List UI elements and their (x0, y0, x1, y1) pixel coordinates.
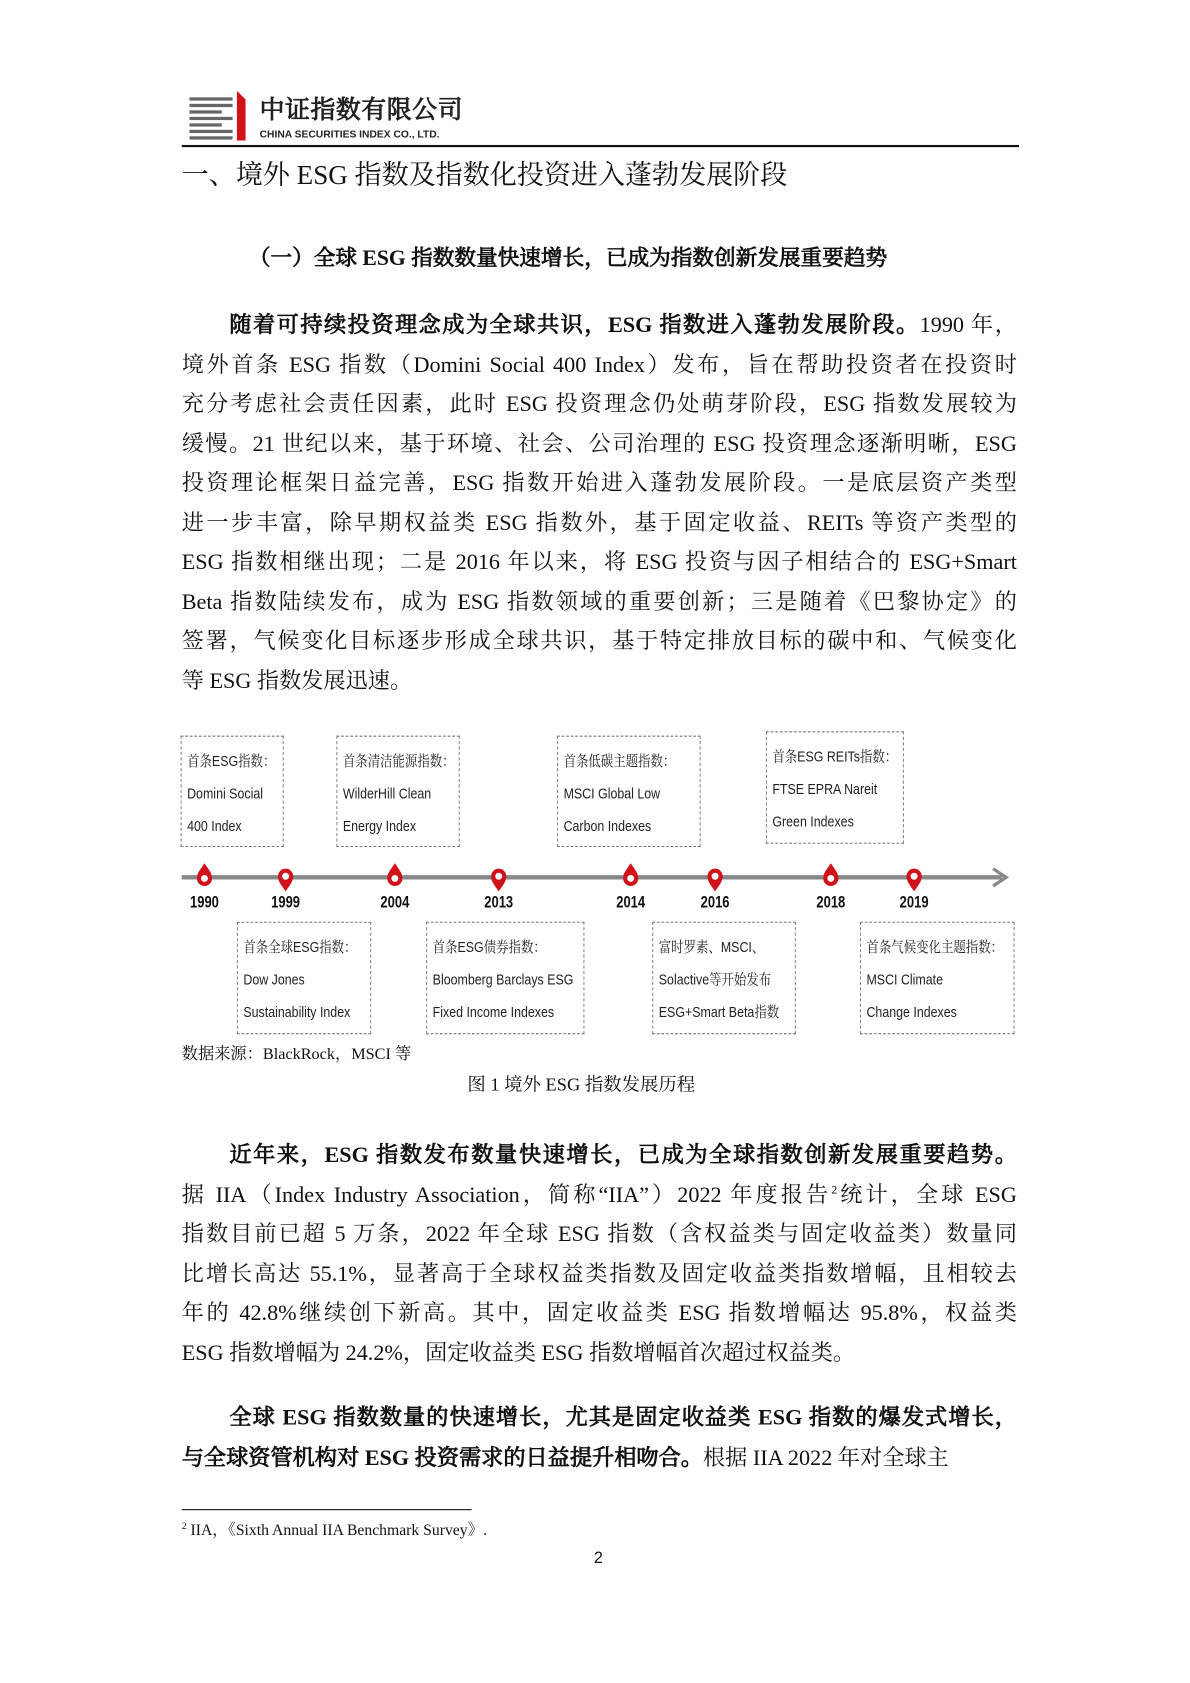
text-run: ESG 指数增幅为 24.2%，固定收益类 ESG 指数增幅首次超过权益类。 (181, 1340, 856, 1365)
timeline-marker-icon (387, 863, 402, 886)
event-index-name: Energy Index (342, 817, 417, 835)
text-run: 指数目前已超 5 万条，2022 年全球 ESG 指数（含权益类与固定收益类）数量同 (181, 1222, 1017, 1247)
paragraph-line (182, 470, 1017, 498)
paragraph-line (229, 1141, 1017, 1169)
timeline-marker-icon (623, 863, 638, 886)
event-index-name: 400 Index (187, 817, 242, 835)
event-heading: 首条ESG REITs指数： (772, 748, 898, 765)
paragraph-line (182, 351, 1017, 379)
paragraph-line (182, 667, 1017, 695)
event-index-name: Fixed Income Indexes (432, 1003, 555, 1021)
paragraph-line (182, 430, 1017, 458)
event-index-name: ESG+Smart Beta指数 (658, 1003, 780, 1021)
event-index-name: Change Indexes (866, 1003, 957, 1021)
event-heading: 首条清洁能源指数： (342, 752, 455, 770)
timeline-year: 2019 (899, 893, 929, 912)
timeline-marker-icon (823, 863, 838, 886)
timeline-event-box (336, 736, 459, 847)
paragraph-line (182, 588, 1017, 616)
event-index-name: Dow Jones (243, 971, 305, 988)
footnote-mark: 2 (181, 1520, 187, 1531)
timeline-event-box (860, 922, 1014, 1035)
timeline-event-box (557, 736, 700, 847)
event-index-name: Carbon Indexes (563, 817, 652, 835)
event-index-name: Domini Social (187, 785, 263, 802)
event-heading: 首条ESG指数： (187, 752, 276, 770)
bold-lead-text: 随着可持续投资理念成为全球共识，ESG 指数进入蓬勃发展阶段。 (229, 313, 920, 338)
text-run: 根据 IIA 2022 年对全球主 (702, 1445, 949, 1470)
timeline-axis (0, 855, 1190, 898)
timeline-event-box (237, 922, 371, 1035)
event-index-name: Sustainability Index (243, 1003, 351, 1021)
event-heading: 首条ESG债券指数： (432, 939, 546, 956)
timeline-year: 1990 (190, 893, 219, 912)
timeline-event-box (652, 922, 795, 1035)
text-run: 境外首条 ESG 指数（Domini Social 400 Index）发布，旨在帮助投资者在投资时 (181, 353, 1017, 378)
paragraph-line (229, 312, 1017, 340)
timeline-marker-icon (197, 863, 212, 886)
text-run: Beta 指数陆续发布，成为 ESG 指数领域的重要创新；三是随着《巴黎协定》的 (181, 590, 1017, 614)
footnote-rule (182, 1509, 472, 1510)
section-title: 一、境外 ESG 指数及指数化投资进入蓬勃发展阶段 (181, 161, 788, 191)
timeline-year: 2016 (700, 893, 730, 912)
timeline-event-box (426, 922, 584, 1035)
text-run: 充分考虑社会责任因素，此时 ESG 投资理念仍处萌芽阶段，ESG 指数发展较为 (181, 392, 1017, 417)
footnote-text: IIA，《Sixth Annual IIA Benchmark Survey》. (186, 1522, 488, 1540)
figure-caption: 图 1 境外 ESG 指数发展历程 (467, 1074, 696, 1095)
event-heading: 首条全球ESG指数： (243, 939, 357, 956)
bold-lead-text: 近年来，ESG 指数发布数量快速增长，已成为全球指数创新发展重要趋势。 (229, 1143, 1017, 1168)
text-run: 统计，全球 ESG (837, 1182, 1017, 1207)
timeline-year: 2013 (484, 893, 514, 912)
timeline-year: 2018 (816, 893, 846, 912)
event-index-name: WilderHill Clean (342, 785, 432, 802)
text-run: 比增长高达 55.1%，显著高于全球权益类指数及固定收益类指数增幅，且相较去 (181, 1261, 1017, 1286)
company-name-en: CHINA SECURITIES INDEX CO., LTD. (259, 128, 440, 141)
event-index-name: MSCI Global Low (563, 785, 661, 802)
paragraph-line (182, 1220, 1017, 1248)
text-run: 签署，气候变化目标逐步形成全球共识，基于特定排放目标的碳中和、气候变化 (181, 629, 1017, 654)
timeline-marker-icon (907, 869, 922, 892)
event-index-name: Green Indexes (772, 813, 854, 830)
footnote (182, 1522, 487, 1540)
event-index-name: Solactive等开始发布 (658, 971, 772, 988)
paragraph-line (182, 1260, 1017, 1288)
text-run: 等 ESG 指数发展迅速。 (181, 669, 413, 693)
subsection-title: （一）全球 ESG 指数数量快速增长，已成为指数创新发展重要趋势 (248, 246, 888, 271)
event-index-name: FTSE EPRA Nareit (772, 781, 878, 798)
timeline-event-box (766, 731, 904, 844)
page-number: 2 (593, 1549, 603, 1568)
csi-logo-icon (189, 91, 250, 141)
timeline-event-box (181, 736, 284, 847)
event-heading: 首条低碳主题指数： (563, 752, 676, 770)
event-heading: 首条气候变化主题指数： (866, 939, 1004, 956)
paragraph-line (182, 1339, 1017, 1367)
text-run: 进一步丰富，除早期权益类 ESG 指数外，基于固定收益、REITs 等资产类型的 (181, 511, 1017, 535)
timeline-year: 2014 (616, 893, 646, 912)
figure-source: 数据来源：BlackRock，MSCI 等 (181, 1046, 412, 1064)
header-divider (182, 145, 1019, 147)
paragraph-line (182, 1181, 1017, 1209)
text-run: 据 IIA（Index Industry Association，简称“IIA”）2022 年度报告 (181, 1182, 832, 1207)
timeline-year: 2004 (380, 893, 410, 912)
paragraph-line (182, 627, 1017, 655)
company-name-cn: 中证指数有限公司 (259, 96, 464, 125)
event-heading: 富时罗素、MSCI、 (658, 939, 765, 956)
paragraph-line (182, 1444, 1017, 1472)
text-run: ESG 指数相继出现；二是 2016 年以来，将 ESG 投资与因子相结合的 ESG+Smart (181, 550, 1017, 575)
timeline-marker-icon (707, 869, 722, 892)
timeline-year: 1999 (271, 893, 301, 912)
paragraph-line (229, 1404, 1017, 1432)
paragraph-line (182, 1299, 1017, 1327)
event-index-name: Bloomberg Barclays ESG (432, 971, 574, 988)
text-run: 缓慢。21 世纪以来，基于环境、社会、公司治理的 ESG 投资理念逐渐明晰，ESG (181, 432, 1017, 456)
timeline-marker-icon (278, 869, 293, 892)
event-index-name: MSCI Climate (866, 971, 944, 988)
text-run: 投资理论框架日益完善，ESG 指数开始进入蓬勃发展阶段。一是底层资产类型 (181, 471, 1017, 496)
paragraph-line (182, 391, 1017, 419)
text-run: 年的 42.8%继续创下新高。其中，固定收益类 ESG 指数增幅达 95.8%，权益类 (181, 1301, 1017, 1326)
bold-lead-text: 与全球资管机构对 ESG 投资需求的日益提升相吻合。 (181, 1445, 703, 1470)
footnote-ref: 2 (831, 1183, 838, 1197)
paragraph-line (182, 548, 1017, 576)
timeline-marker-icon (491, 869, 506, 892)
bold-lead-text: 全球 ESG 指数数量的快速增长，尤其是固定收益类 ESG 指数的爆发式增长， (229, 1406, 1017, 1431)
text-run: 1990 年， (919, 313, 1017, 338)
paragraph-line (182, 509, 1017, 537)
